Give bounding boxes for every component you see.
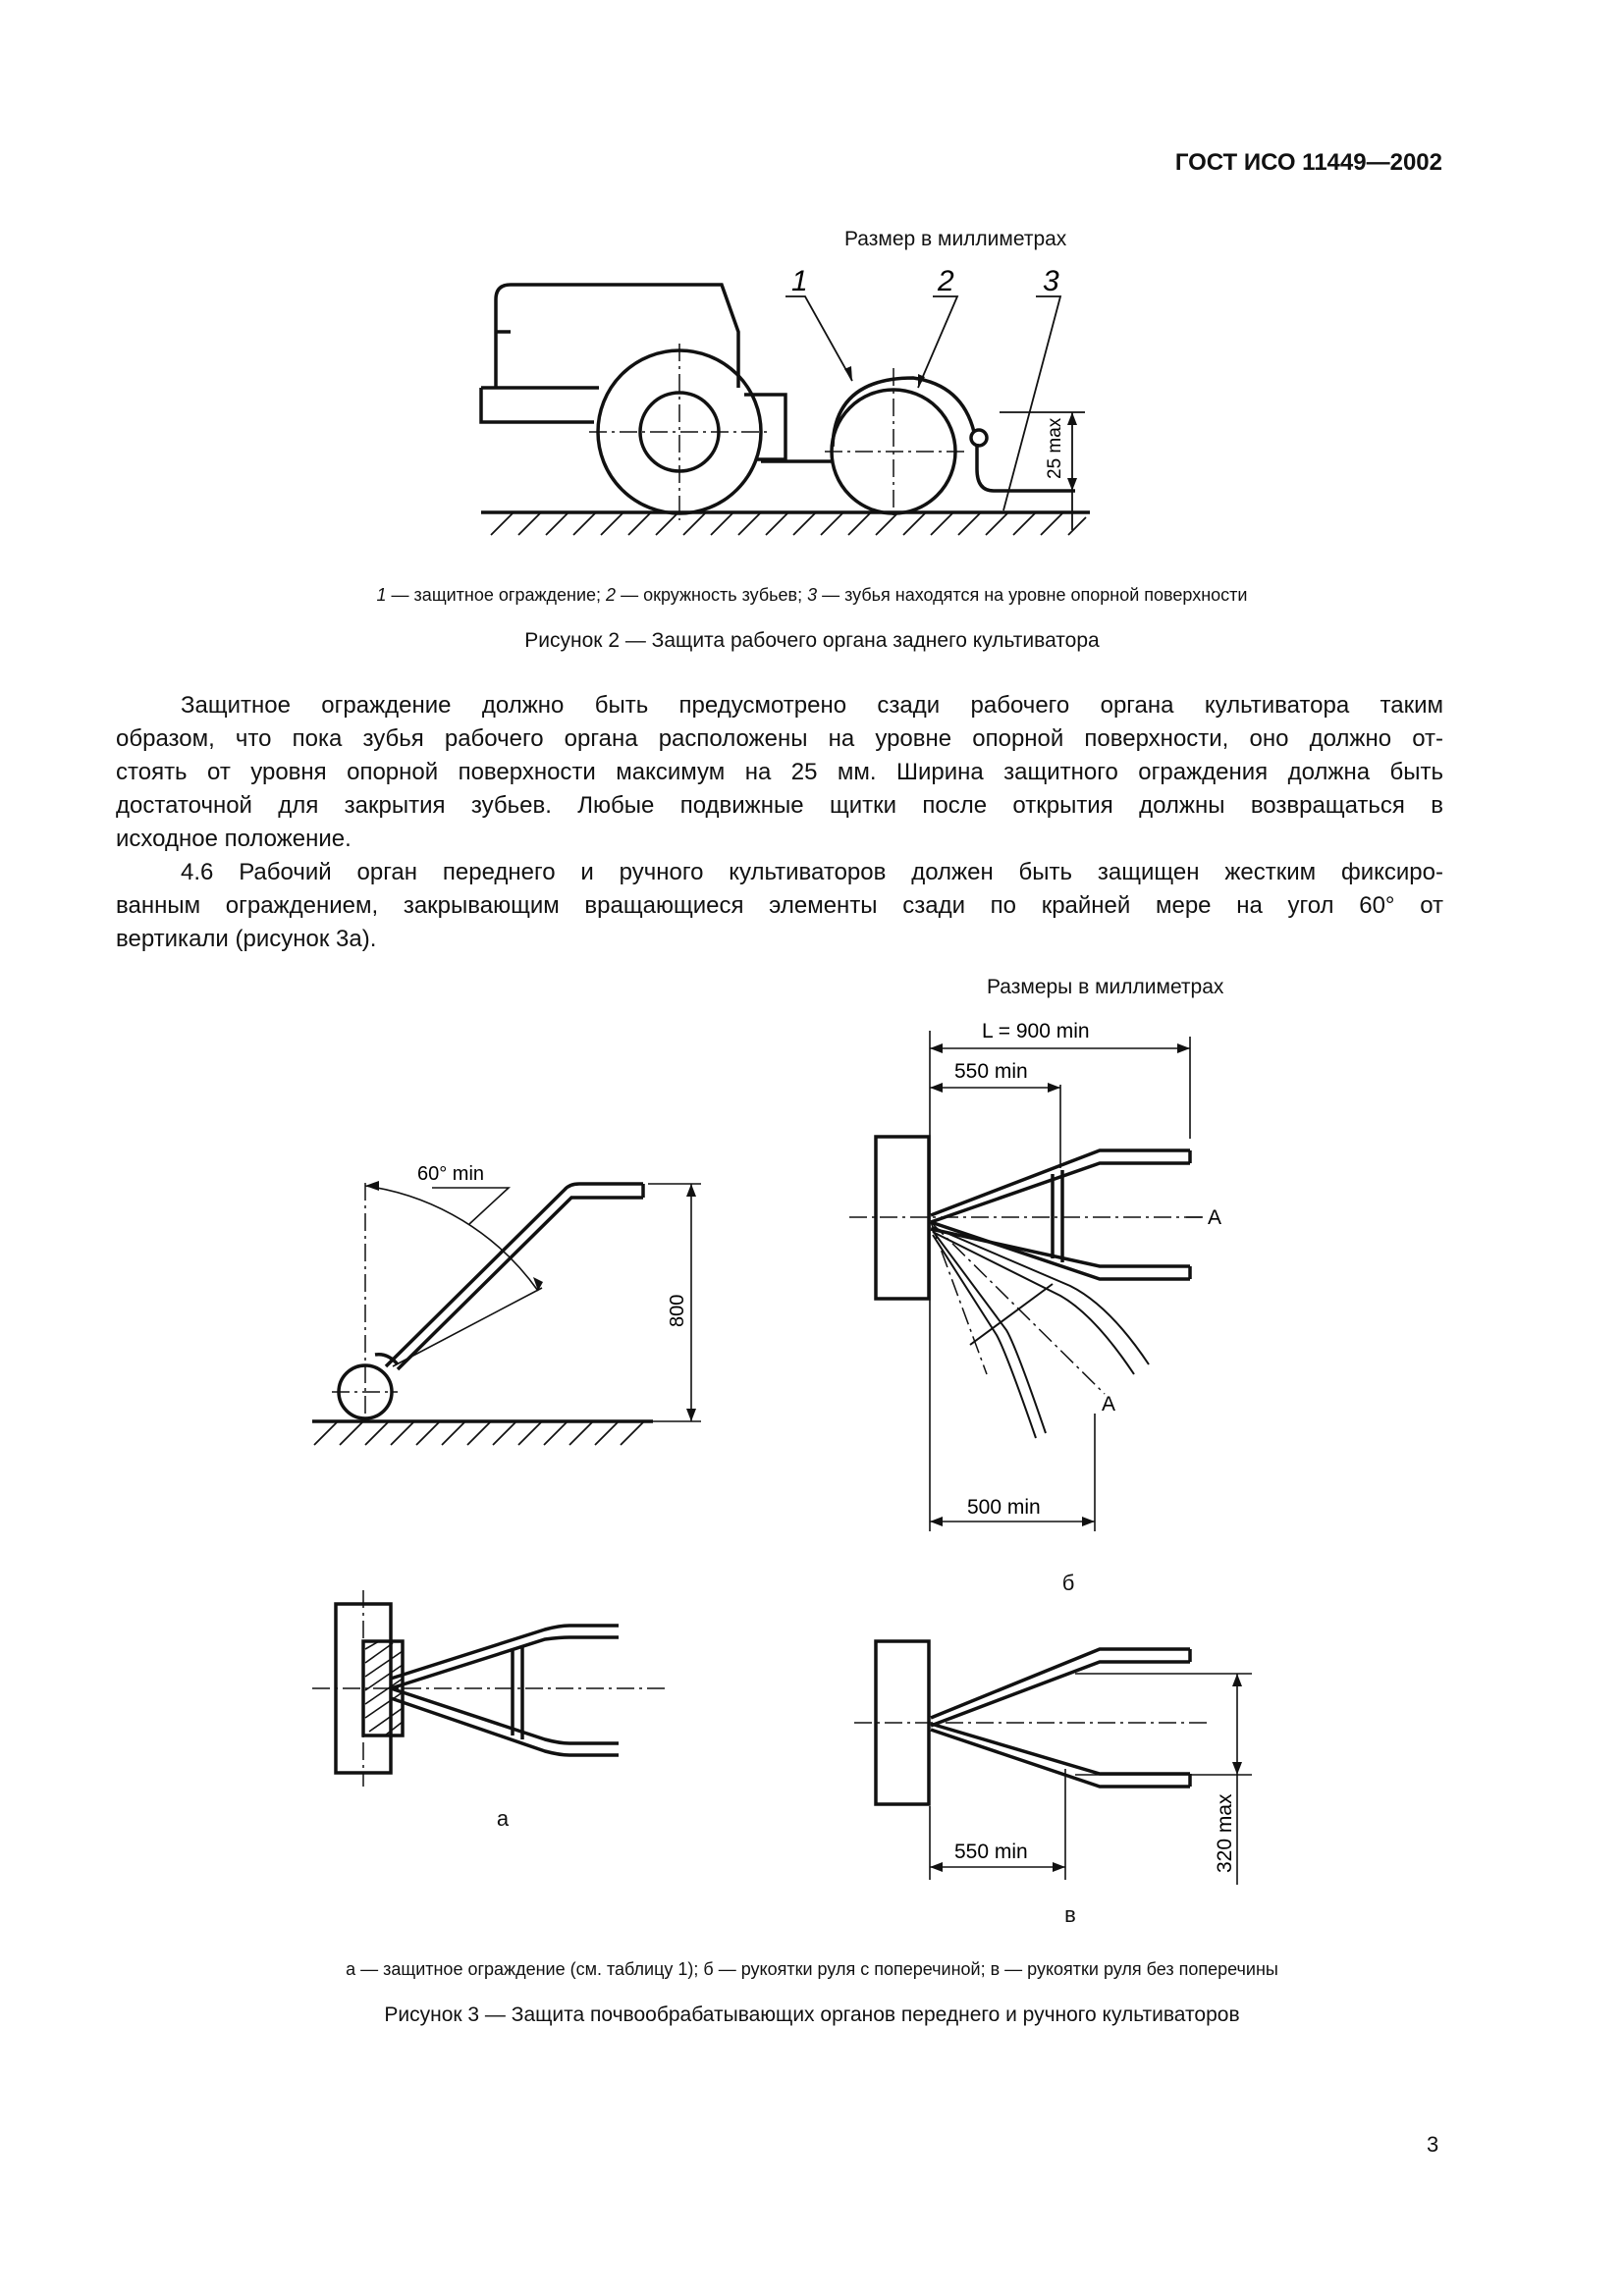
paragraph-4-6: 4.6 Рабочий орган переднего и ручного культиваторов должен быть защищен жестким фиксиро- ванным ограждением, закрывающим вращающиеся элементы сзади по крайней мере на угол 60° от вертикали (рисунок 3а). <box>116 859 1443 952</box>
figure3-legend: а — защитное ограждение (см. таблицу 1); б — рукоятки руля с поперечиной; в — рукоятки руля без поперечины <box>346 1959 1278 1979</box>
page-number: 3 <box>1427 2132 1439 2157</box>
section-A-bottom: A <box>1102 1393 1116 1415</box>
figure3-title: Рисунок 3 — Защита почвообрабатывающих органов переднего и ручного культиваторов <box>384 2003 1240 2026</box>
callout-2: 2 <box>938 265 954 297</box>
figure2-units-label: Размер в миллиметрах <box>844 228 1067 250</box>
figure2-legend: 1 — защитное ограждение; 2 — окружность зубьев; 3 — зубья находятся на уровне опорной поверхности <box>376 585 1248 605</box>
callout-1: 1 <box>791 265 808 297</box>
document-header: ГОСТ ИСО 11449—2002 <box>1174 149 1442 176</box>
dim-320-max: 320 max <box>1214 1793 1236 1873</box>
figure2-drawing <box>461 255 1100 569</box>
angle-label-60-min: 60° min <box>417 1163 485 1185</box>
section-A-top: A <box>1208 1206 1222 1229</box>
subfigure-label-b: б <box>1061 1571 1075 1595</box>
dim-25-max: 25 max <box>1045 417 1065 479</box>
subfigure-label-a: а <box>496 1806 510 1831</box>
figure3-drawing <box>295 1001 1296 1944</box>
dim-550-min-top: 550 min <box>954 1060 1028 1083</box>
dim-800: 800 <box>667 1294 688 1327</box>
subfigure-label-v: в <box>1064 1902 1076 1927</box>
paragraph-guard-requirements: Защитное ограждение должно быть предусмотрено сзади рабочего органа культиватора таким образом, что пока зубья рабочего органа расположены на уровне опорной поверхности, оно должно от- стоять от уровня опорной поверхности максимум на 25 мм. Ширина защитного ограждения должна быть достаточной для закрытия зубьев. Любые подвижные щитки после открытия должны возвращаться в исходное положение. <box>116 692 1443 852</box>
callout-3: 3 <box>1043 265 1059 297</box>
dim-550-min-bottom: 550 min <box>954 1841 1028 1863</box>
dim-500-min: 500 min <box>967 1496 1041 1519</box>
dim-L-900-min: L = 900 min <box>982 1020 1090 1042</box>
figure2-title: Рисунок 2 — Защита рабочего органа заднего культиватора <box>524 629 1100 652</box>
figure3-units-label: Размеры в миллиметрах <box>987 976 1224 998</box>
